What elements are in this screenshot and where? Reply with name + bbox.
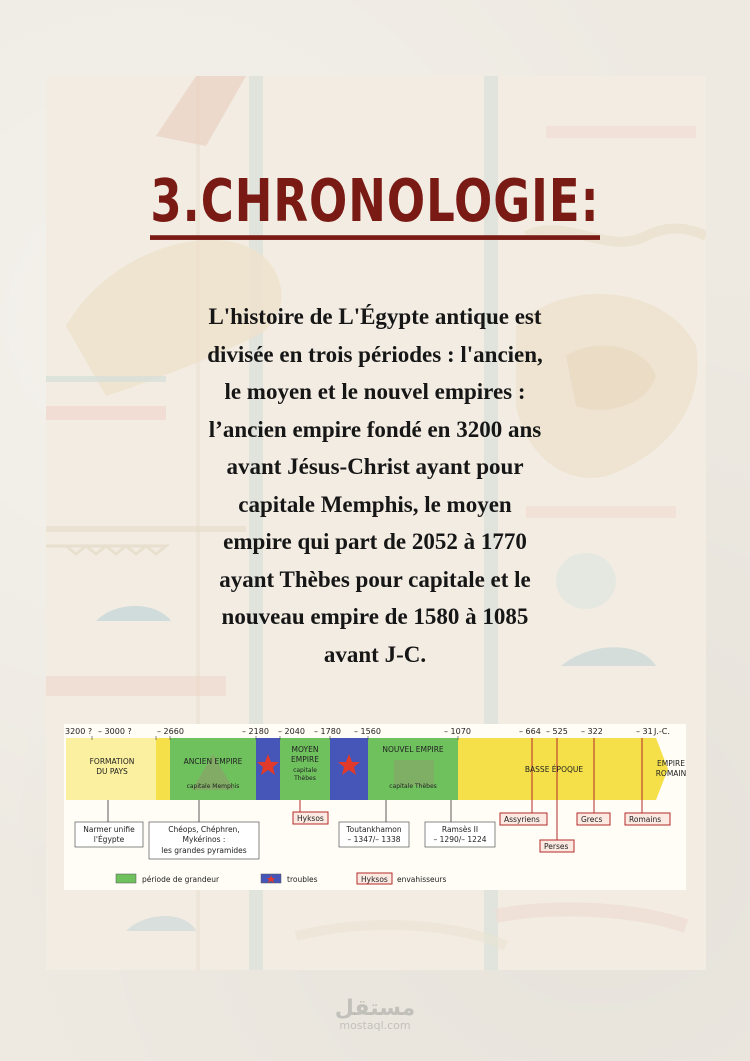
date-label: – 1560	[354, 727, 381, 736]
paragraph-line: l’ancien empire fondé en 3200 ans	[208, 416, 542, 442]
note-text: Ramsès II	[441, 825, 479, 834]
date-label: 3200 ?	[65, 727, 93, 736]
legend-label: période de grandeur	[142, 875, 220, 884]
period-label: DU PAYS	[96, 767, 128, 776]
date-label: J.-C.	[654, 727, 670, 736]
paragraph-line: divisée en trois périodes : l'ancien,	[207, 341, 543, 367]
period-label: capitale Memphis	[186, 783, 240, 790]
invader-label: Romains	[629, 815, 662, 824]
legend-grandeur-swatch	[116, 874, 136, 883]
date-label: – 1070	[444, 727, 471, 736]
date-label: – 2180	[242, 727, 269, 736]
invader-label: Perses	[544, 842, 569, 851]
date-label: – 2040	[278, 727, 305, 736]
date-label: – 525	[546, 727, 568, 736]
page-title: 3.CHRONOLOGIE:	[0, 167, 750, 235]
watermark-arabic: مستقل	[334, 996, 416, 1021]
invader-label: Grecs	[581, 815, 603, 824]
note-text: l'Égypte	[93, 835, 125, 844]
date-label: – 1780	[314, 727, 341, 736]
note-text: – 1290/– 1224	[433, 835, 487, 844]
date-label: – 3000 ?	[98, 727, 132, 736]
note-text: Mykérinos :	[182, 835, 226, 844]
period-label: BASSE ÉPOQUE	[524, 765, 584, 774]
paragraph-line: avant Jésus-Christ ayant pour	[226, 454, 524, 479]
mostaql-watermark	[0, 996, 750, 1032]
invader-label: Assyriens	[504, 815, 540, 824]
period-label: ANCIEN EMPIRE	[183, 757, 243, 766]
paragraph-line: ayant Thèbes pour capitale et le	[219, 566, 531, 592]
paragraph-line: capitale Memphis, le moyen	[238, 491, 512, 517]
note-text: Toutankhamon	[346, 825, 402, 834]
note-text: Narmer unifie	[83, 825, 135, 834]
date-label: – 322	[581, 727, 603, 736]
date-label: – 664	[519, 727, 541, 736]
date-label: – 2660	[157, 727, 184, 736]
note-text: Chéops, Chéphren,	[168, 825, 240, 834]
history-paragraph	[165, 298, 585, 673]
note-text: les grandes pyramides	[161, 846, 247, 855]
timeline-graphic	[64, 724, 686, 890]
period-label: FORMATION	[89, 757, 135, 766]
paragraph-line: le moyen et le nouvel empires :	[224, 379, 526, 404]
period-label: EMPIRE	[657, 759, 685, 768]
period-label: ROMAIN	[655, 769, 686, 778]
legend-label: Hyksos	[361, 875, 388, 884]
date-label: – 31	[636, 727, 653, 736]
paragraph-line: empire qui part de 2052 à 1770	[223, 529, 527, 554]
period-label: MOYEN	[291, 745, 319, 754]
paragraph-line: nouveau empire de 1580 à 1085	[221, 604, 529, 629]
legend-label: troubles	[287, 875, 318, 884]
period-label: EMPIRE	[291, 755, 319, 764]
legend-label: envahisseurs	[397, 875, 447, 884]
invader-label: Hyksos	[297, 814, 324, 823]
note-text: – 1347/– 1338	[347, 835, 401, 844]
paragraph-line: L'histoire de L'Égypte antique est	[208, 304, 542, 329]
period-label: NOUVEL EMPIRE	[382, 745, 444, 754]
period-label: Thèbes	[294, 775, 316, 782]
period-label: capitale Thèbes	[389, 783, 437, 790]
paragraph-line: avant J-C.	[323, 641, 427, 667]
watermark-latin: mostaql.com	[339, 1019, 411, 1032]
chronology-timeline	[64, 724, 686, 890]
period-label: capitale	[293, 767, 317, 774]
